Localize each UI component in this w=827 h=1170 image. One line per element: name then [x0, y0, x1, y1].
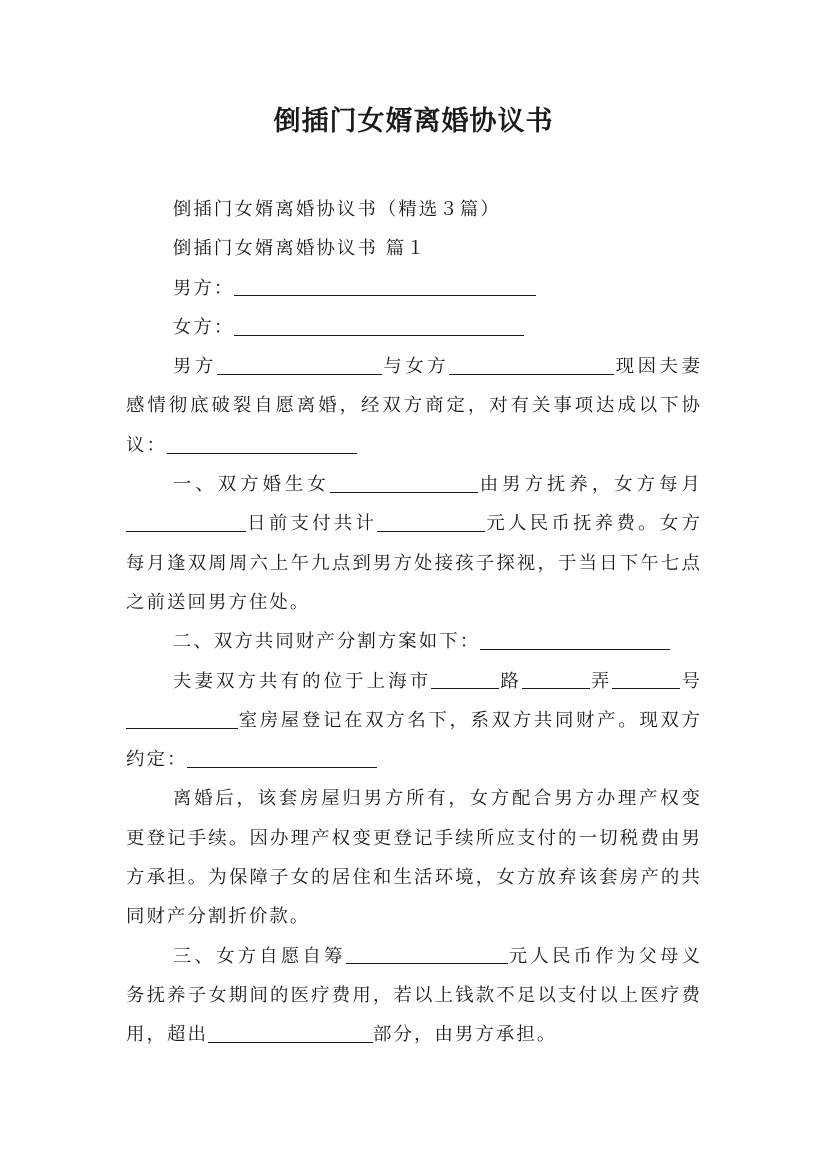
- property-text-e: 室房屋登记在双方名下，系双方共同财产。现双方约定：: [126, 709, 702, 771]
- clause-3-text-c: 部分，由男方承担。: [372, 1024, 558, 1046]
- wife-label: 女方：: [172, 316, 235, 338]
- clause-1-day-blank: [126, 513, 246, 532]
- paragraph-clause-1: [126, 465, 702, 622]
- intro-text-a: 男方: [172, 356, 217, 378]
- property-text-d: 号: [680, 670, 702, 692]
- paragraph-house-ownership: 离婚后，该套房屋归男方所有，女方配合男方办理产权变更登记手续。因办理产权变更登记手续所应支付的一切税费由男方承担。为保障子女的居住和生活环境，女方放弃该套房产的共同财产分割折价款。: [126, 788, 702, 928]
- property-lane-blank: [522, 670, 590, 689]
- intro-husband-blank: [217, 356, 382, 375]
- property-agreement-blank: [187, 749, 377, 768]
- intro-wife-blank: [449, 356, 614, 375]
- paragraph-intro: [126, 347, 702, 465]
- clause-2-blank: [480, 631, 670, 650]
- paragraph-clause-2: [126, 622, 702, 661]
- clause-3-text-a: 三、女方自愿自筹: [172, 945, 346, 967]
- clause-1-text-d: 元人民币抚养费。女方每月逢双周周六上午九点到男方处接孩子探视，于当日下午七点之前送回男方住处。: [126, 513, 702, 613]
- intro-text-c: 现因夫妻感情彻底破裂自愿离婚，经双方商定，对有关事项达成以下协议：: [126, 356, 702, 456]
- husband-label: 男方：: [172, 277, 235, 299]
- husband-name-blank: [234, 277, 536, 296]
- paragraph-husband-line: [126, 269, 702, 308]
- intro-text-b: 与女方: [381, 356, 450, 378]
- document-body: [126, 190, 702, 1055]
- clause-1-amount-blank: [377, 513, 485, 532]
- property-room-blank: [126, 709, 238, 728]
- paragraph-property: [126, 662, 702, 780]
- wife-name-blank: [234, 316, 524, 335]
- paragraph-chapter-heading: 倒插门女婿离婚协议书 篇１: [172, 238, 427, 260]
- paragraph-clause-3: [126, 937, 702, 1055]
- clause-1-daughter-blank: [330, 473, 478, 492]
- clause-2-text: 二、双方共同财产分割方案如下：: [172, 631, 481, 653]
- clause-3-amount-blank: [346, 945, 508, 964]
- clause-3-text-b: 元人民币作为父母义务抚养子女期间的医疗费用，若以上钱款不足以支付以上医疗费用，超出: [126, 945, 702, 1046]
- paragraph-collection-title: 倒插门女婿离婚协议书（精选３篇）: [172, 199, 501, 220]
- clause-1-text-b: 由男方抚养，女方每月: [477, 474, 702, 496]
- document-title: 倒插门女婿离婚协议书: [273, 106, 554, 137]
- clause-1-text-a: 一、双方婚生女: [172, 474, 330, 496]
- property-number-blank: [612, 670, 680, 689]
- property-text-a: 夫妻双方共有的位于上海市: [172, 670, 432, 692]
- property-text-b: 路: [499, 670, 522, 692]
- property-road-blank: [431, 670, 499, 689]
- intro-end-blank: [167, 434, 357, 453]
- paragraph-wife-line: [126, 308, 702, 347]
- property-text-c: 弄: [589, 670, 613, 692]
- clause-3-excess-blank: [208, 1024, 373, 1043]
- clause-1-text-c: 日前支付共计: [246, 513, 378, 535]
